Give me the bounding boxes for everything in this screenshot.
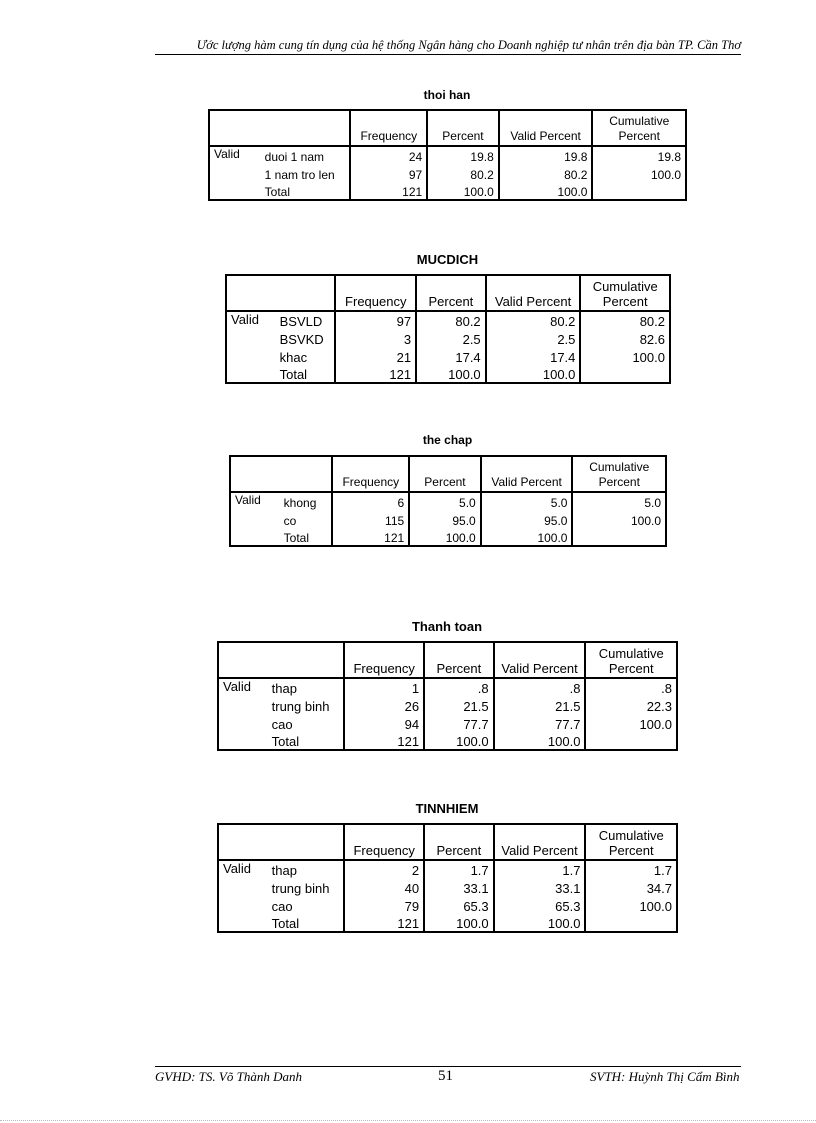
cell-valid-percent: 100.0 xyxy=(486,365,581,383)
footer-rule xyxy=(155,1066,741,1067)
cell-frequency: 3 xyxy=(335,329,416,347)
col-header-frequency: Frequency xyxy=(350,110,427,146)
col-header-cumulative-percent: Cumulative Percent xyxy=(585,642,677,678)
cell-valid-percent: .8 xyxy=(494,678,586,696)
cell-cumulative-percent: 100.0 xyxy=(585,714,677,732)
col-header-valid-percent: Valid Percent xyxy=(486,275,581,311)
cell-valid-percent: 19.8 xyxy=(499,146,593,164)
cell-cumulative-percent: 1.7 xyxy=(585,860,677,878)
col-header-valid-percent: Valid Percent xyxy=(494,824,586,860)
col-header-percent: Percent xyxy=(427,110,499,146)
table-row xyxy=(226,311,670,329)
cell-cumulative-percent: 80.2 xyxy=(580,311,670,329)
cell-valid-percent: 100.0 xyxy=(481,528,573,546)
cell-valid-percent: 17.4 xyxy=(486,347,581,365)
cell-valid-percent: 100.0 xyxy=(499,182,593,200)
row-label: co xyxy=(283,514,297,528)
cell-valid-percent: 80.2 xyxy=(499,164,593,182)
group-label: Valid xyxy=(231,312,259,327)
cell-percent: 19.8 xyxy=(427,146,499,164)
row-label: Total xyxy=(279,367,308,382)
page-edge-divider xyxy=(0,1120,816,1121)
col-header-cumulative-percent: Cumulative Percent xyxy=(580,275,670,311)
cell-frequency: 121 xyxy=(335,365,416,383)
cell-cumulative-percent: 100.0 xyxy=(580,347,670,365)
group-label: Valid xyxy=(223,861,251,876)
cell-cumulative-percent: 5.0 xyxy=(572,492,666,510)
cell-cumulative-percent: 82.6 xyxy=(580,329,670,347)
row-label: duoi 1 nam xyxy=(264,150,325,164)
row-label: thap xyxy=(271,681,297,696)
footer-student: SVTH: Huỳnh Thị Cẩm Bình xyxy=(590,1069,740,1084)
cell-percent: 95.0 xyxy=(409,510,481,528)
table-row xyxy=(218,696,677,714)
cell-frequency: 115 xyxy=(332,510,409,528)
cell-cumulative-percent: 19.8 xyxy=(592,146,686,164)
table-row xyxy=(218,878,677,896)
row-label: Total xyxy=(271,916,300,931)
cell-cumulative-percent xyxy=(592,182,686,200)
corner-cell xyxy=(209,110,261,146)
cell-frequency: 2 xyxy=(344,860,424,878)
running-header: Ước lượng hàm cung tín dụng của hệ thống Ngân hàng cho Doanh nghiệp tư nhân trên địa bàn TP. Cần Thơ xyxy=(155,36,741,55)
cell-cumulative-percent xyxy=(585,914,677,932)
cell-valid-percent: 21.5 xyxy=(494,696,586,714)
table-row xyxy=(218,714,677,732)
col-header-percent: Percent xyxy=(424,642,494,678)
group-label: Valid xyxy=(214,147,240,161)
cell-frequency: 121 xyxy=(332,528,409,546)
footer-advisor: GVHD: TS. Võ Thành Danh xyxy=(155,1069,302,1084)
table-row xyxy=(230,492,666,510)
frequency-table-mucdich xyxy=(225,274,671,384)
cell-cumulative-percent xyxy=(572,528,666,546)
cell-frequency: 24 xyxy=(350,146,427,164)
corner-cell xyxy=(226,275,276,311)
cell-frequency: 94 xyxy=(344,714,424,732)
cell-percent: .8 xyxy=(424,678,494,696)
cell-percent: 100.0 xyxy=(427,182,499,200)
table-row xyxy=(218,732,677,750)
cell-valid-percent: 2.5 xyxy=(486,329,581,347)
row-label: trung binh xyxy=(271,881,330,896)
cell-percent: 5.0 xyxy=(409,492,481,510)
cell-percent: 17.4 xyxy=(416,347,486,365)
table-title: thoi han xyxy=(423,88,471,102)
row-label: BSVKD xyxy=(279,332,324,347)
corner-cell xyxy=(218,642,268,678)
row-label: khong xyxy=(283,496,317,510)
cell-cumulative-percent: 100.0 xyxy=(592,164,686,182)
cell-cumulative-percent: 22.3 xyxy=(585,696,677,714)
col-header-frequency: Frequency xyxy=(344,642,424,678)
col-header-cumulative-percent: Cumulative Percent xyxy=(585,824,677,860)
row-label: Total xyxy=(271,734,300,749)
cell-percent: 21.5 xyxy=(424,696,494,714)
cell-percent: 65.3 xyxy=(424,896,494,914)
row-label: thap xyxy=(271,863,297,878)
cell-cumulative-percent: 100.0 xyxy=(585,896,677,914)
frequency-table-thoi-han xyxy=(208,109,687,201)
table-row xyxy=(209,182,686,200)
cell-valid-percent: 100.0 xyxy=(494,732,586,750)
table-row xyxy=(226,347,670,365)
table-row xyxy=(209,164,686,182)
cell-frequency: 121 xyxy=(344,914,424,932)
cell-valid-percent: 65.3 xyxy=(494,896,586,914)
cell-frequency: 97 xyxy=(335,311,416,329)
cell-valid-percent: 77.7 xyxy=(494,714,586,732)
cell-percent: 80.2 xyxy=(427,164,499,182)
cell-frequency: 1 xyxy=(344,678,424,696)
table-row xyxy=(226,365,670,383)
corner-cell xyxy=(218,824,268,860)
cell-cumulative-percent: 34.7 xyxy=(585,878,677,896)
row-label: cao xyxy=(271,899,293,914)
table-row xyxy=(218,914,677,932)
table-title: TINNHIEM xyxy=(415,801,479,816)
table-title: the chap xyxy=(422,433,473,447)
cell-frequency: 40 xyxy=(344,878,424,896)
row-label: Total xyxy=(283,531,310,545)
page-number: 51 xyxy=(438,1068,453,1084)
frequency-table-the-chap xyxy=(229,455,667,547)
cell-percent: 80.2 xyxy=(416,311,486,329)
cell-cumulative-percent: .8 xyxy=(585,678,677,696)
cell-frequency: 79 xyxy=(344,896,424,914)
group-label: Valid xyxy=(223,679,251,694)
cell-frequency: 121 xyxy=(350,182,427,200)
cell-percent: 33.1 xyxy=(424,878,494,896)
table-row xyxy=(230,528,666,546)
col-header-percent: Percent xyxy=(424,824,494,860)
col-header-percent: Percent xyxy=(416,275,486,311)
group-label: Valid xyxy=(235,493,261,507)
cell-percent: 100.0 xyxy=(424,914,494,932)
cell-frequency: 21 xyxy=(335,347,416,365)
col-header-cumulative-percent: Cumulative Percent xyxy=(592,110,686,146)
col-header-frequency: Frequency xyxy=(332,456,409,492)
col-header-cumulative-percent: Cumulative Percent xyxy=(572,456,666,492)
col-header-frequency: Frequency xyxy=(335,275,416,311)
row-label: BSVLD xyxy=(279,314,323,329)
col-header-valid-percent: Valid Percent xyxy=(481,456,573,492)
cell-valid-percent: 80.2 xyxy=(486,311,581,329)
cell-cumulative-percent xyxy=(585,732,677,750)
table-title: Thanh toan xyxy=(411,619,483,634)
frequency-table-tinnhiem xyxy=(217,823,678,933)
cell-percent: 77.7 xyxy=(424,714,494,732)
table-row xyxy=(218,896,677,914)
row-label: khac xyxy=(279,350,308,365)
row-label: Total xyxy=(264,185,290,199)
corner-cell xyxy=(230,456,280,492)
cell-percent: 100.0 xyxy=(409,528,481,546)
row-label: cao xyxy=(271,717,293,732)
table-title: MUCDICH xyxy=(416,252,479,267)
cell-valid-percent: 33.1 xyxy=(494,878,586,896)
cell-percent: 100.0 xyxy=(424,732,494,750)
cell-percent: 1.7 xyxy=(424,860,494,878)
row-label: 1 nam tro len xyxy=(264,168,335,182)
cell-cumulative-percent: 100.0 xyxy=(572,510,666,528)
cell-percent: 100.0 xyxy=(416,365,486,383)
table-row xyxy=(226,329,670,347)
cell-frequency: 121 xyxy=(344,732,424,750)
cell-frequency: 6 xyxy=(332,492,409,510)
cell-valid-percent: 1.7 xyxy=(494,860,586,878)
col-header-valid-percent: Valid Percent xyxy=(494,642,586,678)
col-header-valid-percent: Valid Percent xyxy=(499,110,593,146)
cell-cumulative-percent xyxy=(580,365,670,383)
col-header-frequency: Frequency xyxy=(344,824,424,860)
table-row xyxy=(218,678,677,696)
cell-frequency: 97 xyxy=(350,164,427,182)
table-row xyxy=(230,510,666,528)
col-header-percent: Percent xyxy=(409,456,481,492)
table-row xyxy=(218,860,677,878)
cell-frequency: 26 xyxy=(344,696,424,714)
row-label: trung binh xyxy=(271,699,330,714)
cell-valid-percent: 95.0 xyxy=(481,510,573,528)
table-row xyxy=(209,146,686,164)
cell-valid-percent: 5.0 xyxy=(481,492,573,510)
cell-valid-percent: 100.0 xyxy=(494,914,586,932)
cell-percent: 2.5 xyxy=(416,329,486,347)
frequency-table-thanh-toan xyxy=(217,641,678,751)
